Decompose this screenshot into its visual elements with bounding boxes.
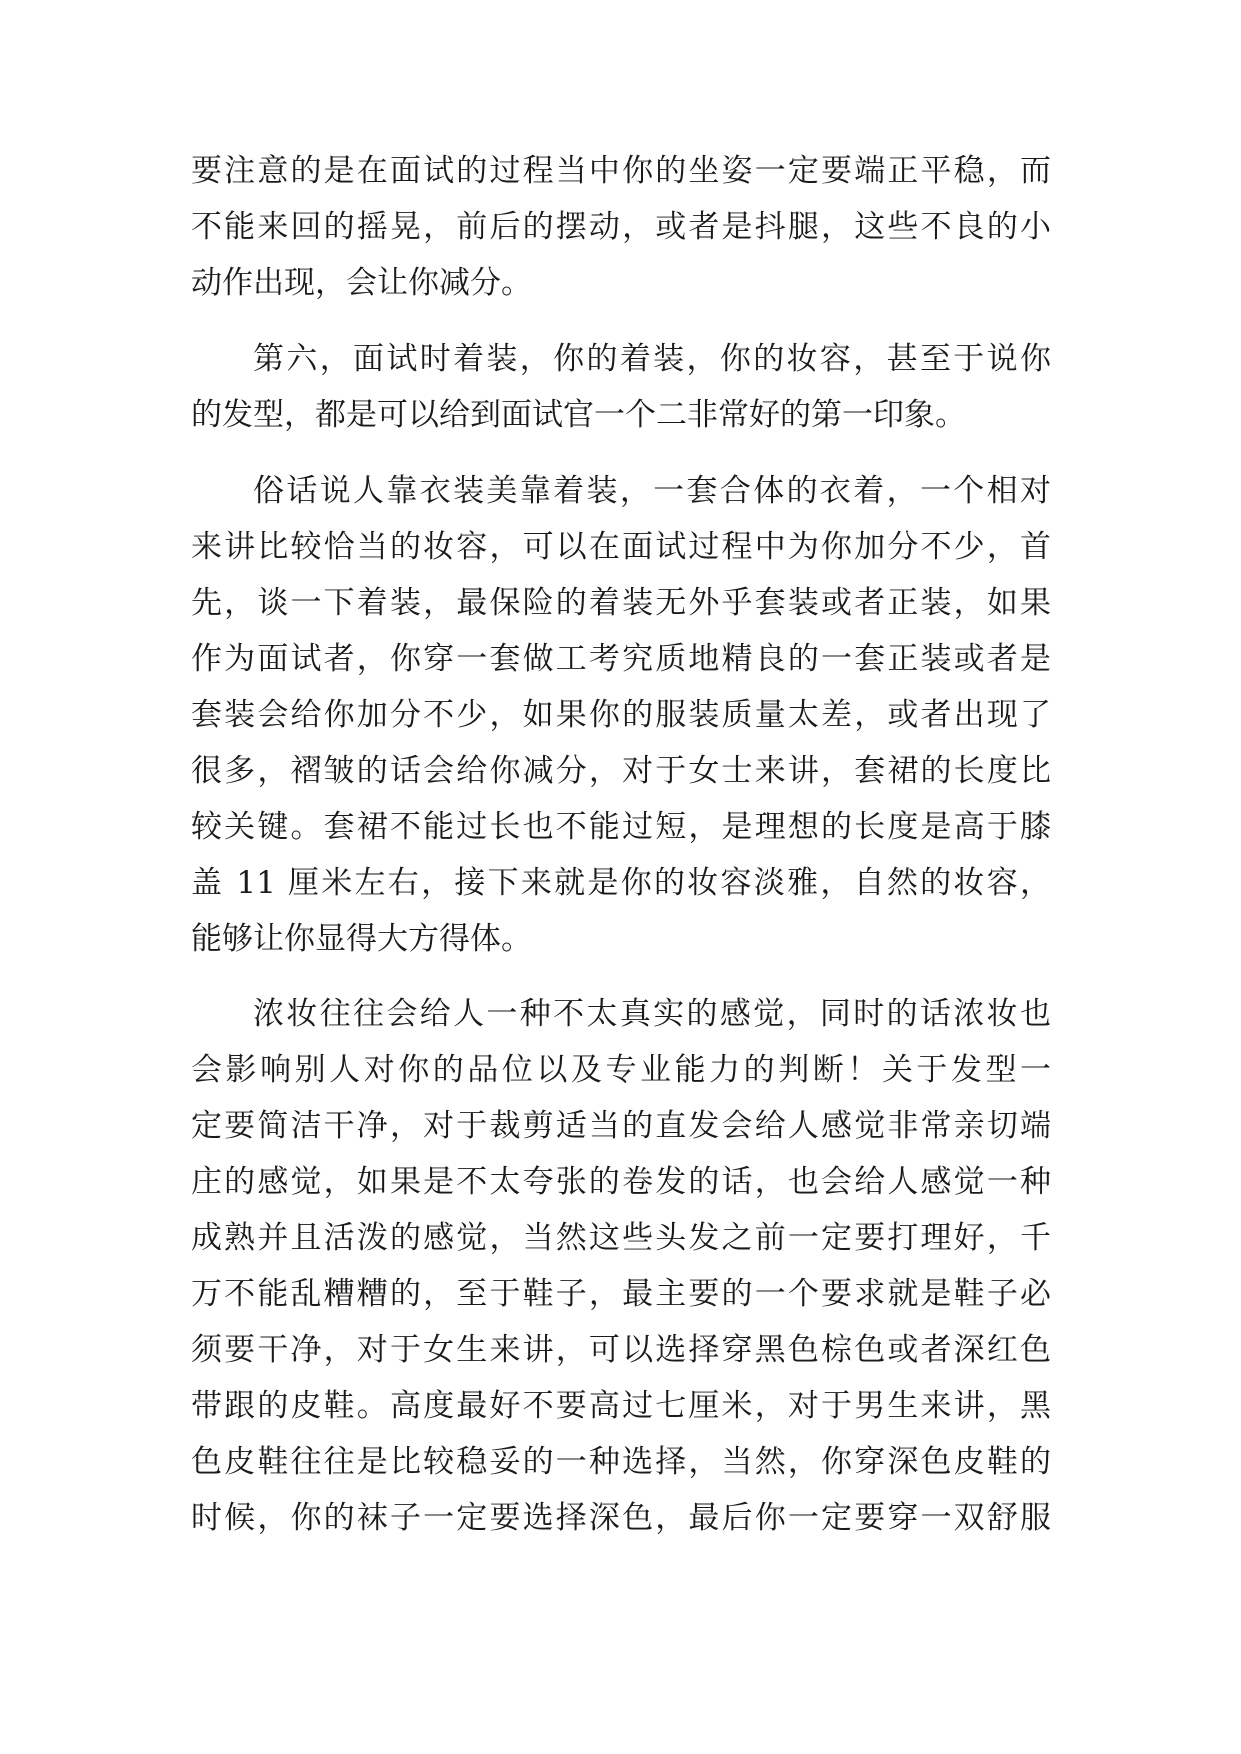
paragraph-first-line: 浓妆往往会给人一种不太真实的感觉，同时的话浓妆也 xyxy=(253,996,1051,1032)
text-line: 较关键。套裙不能过长也不能过短，是理想的长度是高于膝 xyxy=(191,809,1051,845)
text-line: 的发型，都是可以给到面试官一个二非常好的第一印象。 xyxy=(191,397,966,433)
text-line: 须要干净，对于女生来讲，可以选择穿黑色棕色或者深红色 xyxy=(191,1332,1051,1368)
text-line: 定要简洁干净，对于裁剪适当的直发会给人感觉非常亲切端 xyxy=(191,1108,1051,1144)
text-line: 动作出现，会让你减分。 xyxy=(191,265,532,301)
text-line: 成熟并且活泼的感觉，当然这些头发之前一定要打理好，千 xyxy=(191,1220,1051,1256)
paragraph-first-line: 第六，面试时着装，你的着装，你的妆容，甚至于说你 xyxy=(253,341,1051,377)
text-line: 时候，你的袜子一定要选择深色，最后你一定要穿一双舒服 xyxy=(191,1500,1051,1536)
text-line: 万不能乱糟糟的，至于鞋子，最主要的一个要求就是鞋子必 xyxy=(191,1276,1051,1312)
text-line: 盖 11 厘米左右，接下来就是你的妆容淡雅，自然的妆容， xyxy=(191,865,1051,901)
text-line: 带跟的皮鞋。高度最好不要高过七厘米，对于男生来讲，黑 xyxy=(191,1388,1051,1424)
paragraph-first-line: 俗话说人靠衣装美靠着装，一套合体的衣着，一个相对 xyxy=(253,473,1051,509)
text-line: 要注意的是在面试的过程当中你的坐姿一定要端正平稳，而 xyxy=(191,153,1051,189)
text-line: 不能来回的摇晃，前后的摆动，或者是抖腿，这些不良的小 xyxy=(191,209,1051,245)
text-line: 套装会给你加分不少，如果你的服装质量太差，或者出现了 xyxy=(191,697,1051,733)
text-line: 来讲比较恰当的妆容，可以在面试过程中为你加分不少，首 xyxy=(191,529,1051,565)
text-line: 庄的感觉，如果是不太夸张的卷发的话，也会给人感觉一种 xyxy=(191,1164,1051,1200)
text-line: 色皮鞋往往是比较稳妥的一种选择，当然，你穿深色皮鞋的 xyxy=(191,1444,1051,1480)
text-line: 先，谈一下着装，最保险的着装无外乎套装或者正装，如果 xyxy=(191,585,1051,621)
text-line: 作为面试者，你穿一套做工考究质地精良的一套正装或者是 xyxy=(191,641,1051,677)
text-line: 很多，褶皱的话会给你减分，对于女士来讲，套裙的长度比 xyxy=(191,753,1051,789)
text-line: 能够让你显得大方得体。 xyxy=(191,921,532,957)
text-line: 会影响别人对你的品位以及专业能力的判断！关于发型一 xyxy=(191,1052,1051,1088)
